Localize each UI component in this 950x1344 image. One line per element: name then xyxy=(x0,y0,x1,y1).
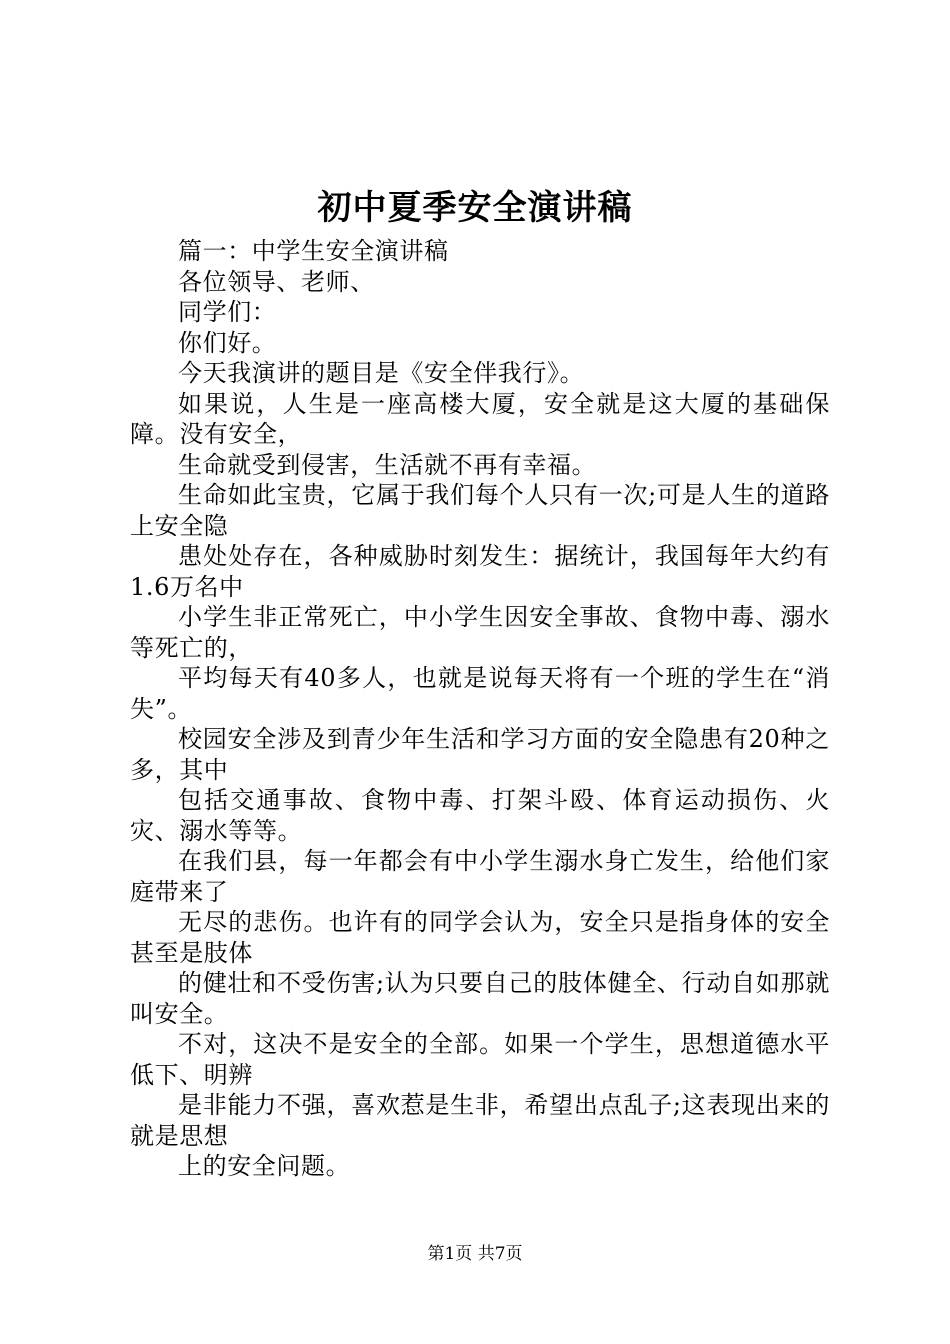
paragraph: 上的安全问题。 xyxy=(178,1152,351,1180)
paragraph: 篇一：中学生安全演讲稿 xyxy=(178,237,449,265)
paragraph: 校园安全涉及到青少年生活和学习方面的安全隐患有20种之多，其中 xyxy=(130,725,830,784)
paragraph: 生命如此宝贵，它属于我们每个人只有一次;可是人生的道路上安全隐 xyxy=(130,481,830,540)
paragraph: 是非能力不强，喜欢惹是生非，希望出点乱子;这表现出来的就是思想 xyxy=(130,1091,830,1150)
paragraph: 如果说，人生是一座高楼大厦，安全就是这大厦的基础保障。没有安全， xyxy=(130,389,830,448)
paragraph: 的健壮和不受伤害;认为只要自己的肢体健全、行动自如那就叫安全。 xyxy=(130,969,830,1028)
paragraph: 不对，这决不是安全的全部。如果一个学生，思想道德水平低下、明辨 xyxy=(130,1030,830,1089)
document-title: 初中夏季安全演讲稿 xyxy=(317,188,633,228)
paragraph: 今天我演讲的题目是《安全伴我行》。 xyxy=(178,359,585,387)
paragraph: 平均每天有40多人，也就是说每天将有一个班的学生在“消失”。 xyxy=(130,664,830,723)
paragraph: 包括交通事故、食物中毒、打架斗殴、体育运动损伤、火灾、溺水等等。 xyxy=(130,786,830,845)
paragraph: 在我们县，每一年都会有中小学生溺水身亡发生，给他们家庭带来了 xyxy=(130,847,830,906)
paragraph: 你们好。 xyxy=(178,328,277,357)
paragraph: 生命就受到侵害，生活就不再有幸福。 xyxy=(178,450,597,479)
paragraph: 无尽的悲伤。也许有的同学会认为，安全只是指身体的安全甚至是肢体 xyxy=(130,908,830,967)
document-body xyxy=(130,236,830,1182)
page-number-footer: 第1页 共7页 xyxy=(427,1244,523,1264)
paragraph: 患处处存在，各种威胁时刻发生：据统计，我国每年大约有1.6万名中 xyxy=(130,542,830,601)
paragraph: 各位领导、老师、 xyxy=(178,267,375,296)
paragraph: 同学们： xyxy=(178,298,277,326)
paragraph: 小学生非正常死亡，中小学生因安全事故、食物中毒、溺水等死亡的， xyxy=(130,603,830,662)
